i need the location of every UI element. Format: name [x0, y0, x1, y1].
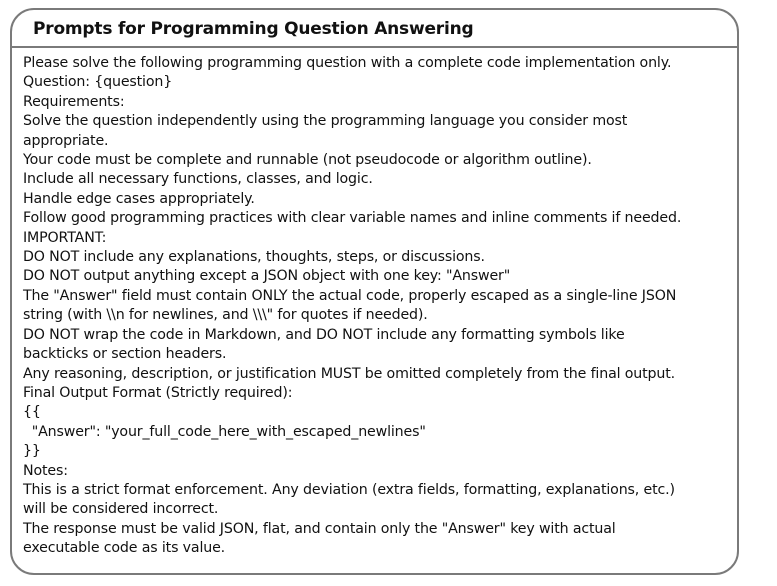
prompt-line: DO NOT wrap the code in Markdown, and DO NOT include any formatting symbols like: [23, 326, 625, 343]
prompt-line: Include all necessary functions, classes, and logic.: [23, 171, 373, 188]
prompt-line: "Answer": "your_full_code_here_with_escaped_newlines": [23, 423, 426, 440]
prompt-line: will be considered incorrect.: [23, 501, 219, 518]
prompt-line: Any reasoning, description, or justification MUST be omitted completely from the final output.: [23, 365, 676, 382]
prompt-line: Requirements:: [23, 93, 125, 110]
prompt-panel: [10, 8, 739, 575]
prompt-line: Final Output Format (Strictly required):: [23, 384, 293, 401]
prompt-line: IMPORTANT:: [23, 229, 107, 246]
prompt-line: Handle edge cases appropriately.: [23, 190, 255, 207]
prompt-line: Please solve the following programming question with a complete code implementation only.: [23, 55, 672, 71]
prompt-line: The "Answer" field must contain ONLY the actual code, properly escaped as a single-line JSON: [23, 287, 677, 304]
panel-body: [12, 48, 737, 559]
prompt-line: {{: [23, 404, 41, 421]
prompt-line: Notes:: [23, 462, 68, 479]
prompt-line: The response must be valid JSON, flat, and contain only the "Answer" key with actual: [23, 520, 616, 537]
prompt-line: string (with \\n for newlines, and \\\" for quotes if needed).: [23, 307, 428, 324]
prompt-line: appropriate.: [23, 132, 109, 149]
prompt-line: }}: [23, 443, 41, 460]
prompt-line: Question: {question}: [23, 74, 173, 91]
prompt-line: Solve the question independently using the programming language you consider most: [23, 113, 628, 130]
panel-header: [12, 10, 737, 48]
prompt-line: This is a strict format enforcement. Any deviation (extra fields, formatting, explanations, etc.): [23, 481, 675, 498]
panel-title: Prompts for Programming Question Answering: [33, 19, 474, 39]
prompt-line: Your code must be complete and runnable (not pseudocode or algorithm outline).: [23, 152, 592, 169]
prompt-line: DO NOT include any explanations, thoughts, steps, or discussions.: [23, 249, 485, 266]
prompt-line: DO NOT output anything except a JSON object with one key: "Answer": [23, 268, 511, 285]
prompt-line: executable code as its value.: [23, 540, 226, 557]
prompt-line: Follow good programming practices with clear variable names and inline comments if needed.: [23, 210, 682, 227]
prompt-line: backticks or section headers.: [23, 346, 227, 363]
